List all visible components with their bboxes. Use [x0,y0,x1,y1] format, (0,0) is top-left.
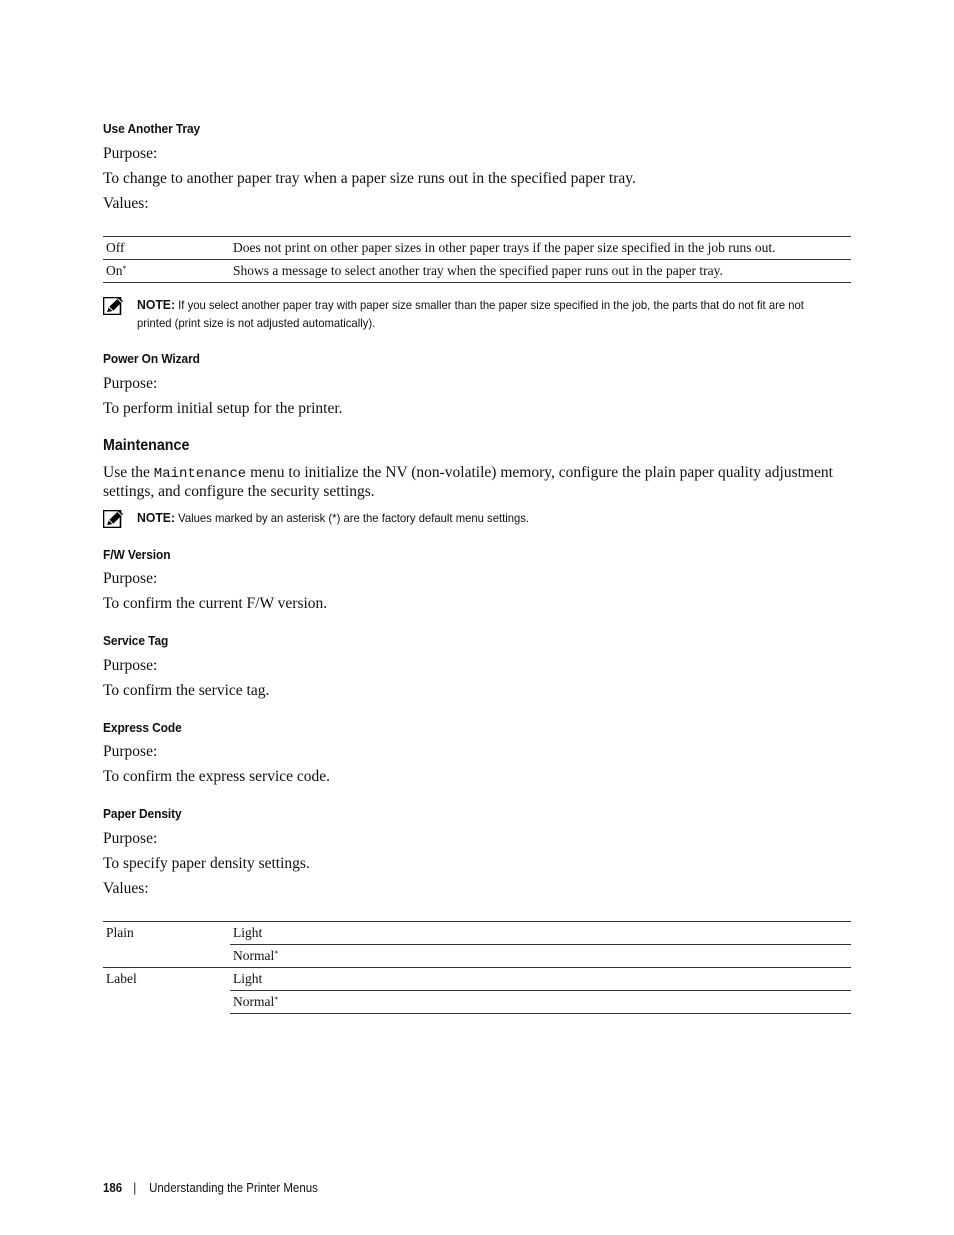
heading-maintenance: Maintenance [103,437,190,454]
density-option: Light [233,971,263,986]
purpose-label: Purpose: [103,830,158,847]
use-another-tray-values-table [103,236,851,283]
chapter-title: Understanding the Printer Menus [149,1181,318,1195]
pencil-note-icon [103,510,125,528]
note-label: NOTE: [137,297,176,312]
purpose-text: To confirm the current F/W version. [103,595,328,612]
page-footer [103,1181,318,1195]
value-on: On [106,263,123,278]
default-asterisk: * [274,995,279,1004]
values-label: Values: [103,880,149,897]
density-option: Light [233,925,263,940]
heading-use-another-tray: Use Another Tray [103,121,201,136]
purpose-label: Purpose: [103,570,158,587]
note-text: Values marked by an asterisk (*) are the factory default menu settings. [178,511,530,525]
purpose-label: Purpose: [103,145,158,162]
default-asterisk: * [122,264,127,273]
intro-text-after: menu to initialize the NV (non-volatile) memory, configure the plain paper quality adjustment settings, and configure the security settings. [103,464,833,500]
maintenance-intro [103,464,851,501]
purpose-text: To confirm the service tag. [103,682,270,699]
purpose-text: To confirm the express service code. [103,768,331,785]
default-asterisk: * [274,949,279,958]
paper-density-values-table [103,921,851,1014]
heading-service-tag: Service Tag [103,633,169,648]
purpose-text: To change to another paper tray when a paper size runs out in the specified paper tray. [103,170,636,187]
purpose-label: Purpose: [103,743,158,760]
page-number: 186 [103,1181,123,1195]
table-row [103,968,851,991]
pencil-note-icon [103,297,125,315]
table-row [103,922,851,945]
footer-separator: | [133,1181,137,1195]
purpose-label: Purpose: [103,657,158,674]
heading-power-on-wizard: Power On Wizard [103,351,200,366]
values-label: Values: [103,195,149,212]
value-description: Does not print on other paper sizes in other paper trays if the paper size specified in the job runs out. [230,237,851,260]
purpose-text: To specify paper density settings. [103,855,310,872]
purpose-text: To perform initial setup for the printer. [103,400,343,417]
table-row [103,237,851,260]
heading-express-code: Express Code [103,720,182,735]
heading-fw-version: F/W Version [103,547,171,562]
paper-type-label: Label [103,968,230,1014]
value-description: Shows a message to select another tray when the specified paper runs out in the paper tray. [230,260,851,283]
table-row [103,260,851,283]
density-option: Normal [233,948,275,963]
maintenance-menu-name: Maintenance [153,466,247,482]
heading-paper-density: Paper Density [103,806,182,821]
note-text-container [137,296,808,332]
purpose-label: Purpose: [103,375,158,392]
note-label: NOTE: [137,510,176,525]
paper-type-plain: Plain [103,922,230,968]
intro-text-before: Use the [103,464,154,481]
density-option: Normal [233,994,275,1009]
value-off: Off [106,240,125,255]
note-text-container [137,509,808,527]
note-text: If you select another paper tray with paper size smaller than the paper size specified in the job, the parts that do not fit are not printed (print size is not adjusted automatically). [137,298,804,330]
